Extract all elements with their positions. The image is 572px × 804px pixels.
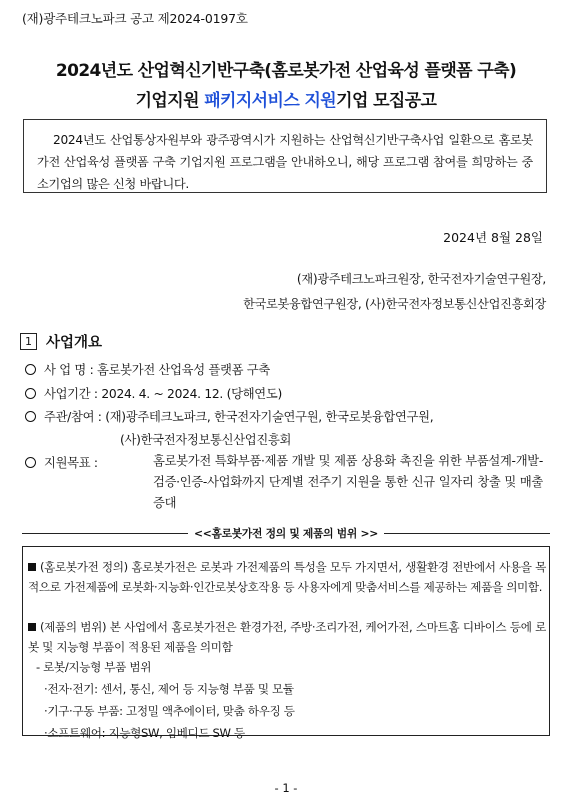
definition-paragraph-2 (28, 617, 546, 657)
square-bullet-icon (28, 563, 36, 571)
overview-value: (재)광주테크노파크, 한국전자기술연구원, 한국로봇융합연구원, (105, 410, 434, 424)
scope-item-electronics: ·전자·전기: 센서, 통신, 제어 등 지능형 부품 및 모듈 (44, 682, 294, 696)
section-heading-overview (20, 331, 102, 352)
scope-item-software: ·소프트웨어: 지능형SW, 임베디드 SW 등 (44, 726, 245, 740)
overview-value: 2024. 4. ~ 2024. 12. (당해연도) (101, 387, 282, 401)
section-number-box: 1 (20, 333, 37, 350)
section-title: 사업개요 (46, 335, 103, 351)
circle-bullet-icon (25, 364, 36, 375)
overview-item-project-name (25, 360, 270, 378)
definition-paragraph-1 (28, 557, 546, 597)
circle-bullet-icon (25, 411, 36, 422)
square-bullet-icon (28, 623, 36, 631)
title-line-1: 2024년도 산업혁신기반구축(홈로봇가전 산업육성 플랫폼 구축) (55, 61, 517, 81)
overview-value: 홈로봇가전 산업육성 플랫폼 구축 (97, 363, 270, 377)
scope-sub-heading: - 로봇/지능형 부품 범위 (36, 660, 152, 674)
scope-text: (제품의 범위) 본 사업에서 홈로봇가전은 환경가전, 주방·조리가전, 케어가전, 스마트홈 디바이스 등에 로봇 및 지능형 부품이 적용된 제품을 의미함 (28, 620, 546, 654)
overview-label: 사 업 명 : (44, 363, 94, 377)
issuer-line-1: (재)광주테크노파크원장, 한국전자기술연구원장, (296, 272, 546, 286)
circle-bullet-icon (25, 388, 36, 399)
overview-label: 사업기간 : (44, 387, 98, 401)
overview-item-goal (25, 453, 98, 471)
overview-label: 지원목표 : (44, 456, 98, 470)
intro-box (23, 119, 547, 193)
definition-section-header (22, 526, 550, 541)
announcement-number: (재)광주테크노파크 공고 제2024-0197호 (22, 11, 248, 26)
issuer-line-2: 한국로봇융합연구원장, (사)한국전자정보통신산업진흥회장 (243, 297, 546, 311)
page-number: - 1 - (274, 781, 298, 795)
title-line-2-suffix: 기업 모집공고 (336, 91, 437, 111)
overview-organizers-continued: (사)한국전자정보통신산업진흥회 (120, 433, 292, 447)
overview-item-period (25, 384, 282, 402)
header-rule-left (22, 533, 188, 534)
overview-goal-value: 홈로봇가전 특화부품·제품 개발 및 제품 상용화 촉진을 위한 부품설계-개발-검증·인증-사업화까지 단계별 전주기 지원을 통한 신규 일자리 창출 및 매출 증대 (153, 454, 543, 510)
definition-header-text: <<홈로봇가전 정의 및 제품의 범위 >> (194, 527, 378, 540)
header-rule-right (384, 533, 550, 534)
announcement-date: 2024년 8월 28일 (443, 230, 543, 245)
title-line-2-prefix: 기업지원 (135, 91, 205, 111)
overview-label: 주관/참여 : (44, 410, 102, 424)
title-highlight: 패키지서비스 지원 (204, 91, 337, 111)
definition-text: (홈로봇가전 정의) 홈로봇가전은 로봇과 가전제품의 특성을 모두 가지면서, 생활환경 전반에서 사용을 목적으로 가전제품에 로봇화·지능화·인간로봇상호작용 등 사용자에게 맞춤서비스를 제공하는 제품을 의미함. (28, 560, 546, 594)
circle-bullet-icon (25, 457, 36, 468)
scope-item-mechanical: ·기구·구동 부품: 고정밀 액추에이터, 맞춤 하우징 등 (44, 704, 295, 718)
title-line-2 (0, 86, 572, 111)
intro-text: 2024년도 산업통상자원부와 광주광역시가 지원하는 산업혁신기반구축사업 일환으로 홈로봇가전 산업육성 플랫폼 구축 기업지원 프로그램을 안내하오니, 해당 프로그램 참여를 희망하는 중소기업의 많은 신청 바랍니다. (37, 133, 533, 191)
overview-item-organizers (25, 407, 433, 425)
